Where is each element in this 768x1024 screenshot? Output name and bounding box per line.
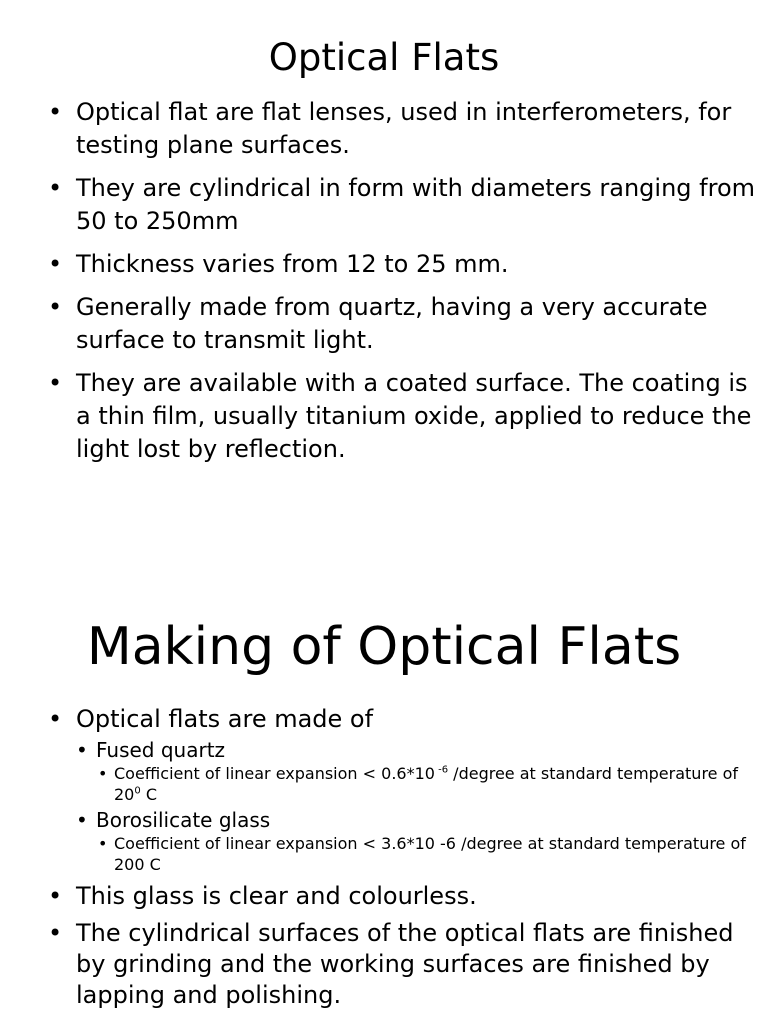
slide1-bullet-3: [48, 248, 758, 281]
coefficient-text-cont: /degree at standard temperature of 20: [114, 764, 739, 804]
bullet-text: Optical flats are made of: [76, 705, 374, 733]
material-fused-quartz: [76, 737, 758, 805]
exponent: -6: [434, 764, 449, 776]
borosilicate-details: [96, 833, 758, 875]
bullet-marker: •: [98, 834, 108, 853]
material-label: Borosilicate glass: [96, 808, 271, 832]
bullet-text: This glass is clear and colourless.: [76, 882, 477, 910]
bullet-marker: •: [48, 882, 63, 910]
material-borosilicate-glass: [76, 807, 758, 875]
slide2-bullet-made-of: [48, 704, 758, 875]
borosilicate-coefficient: [98, 833, 758, 875]
bullet-text: The cylindrical surfaces of the optical flats are finished by grinding and the working surfaces are finished by lapping and polishing.: [76, 919, 734, 1009]
bullet-marker: •: [48, 293, 63, 321]
slide1-bullet-1: [48, 96, 758, 162]
coefficient-text: Coefficient of linear expansion < 3.6*10 -6 /degree at standard temperature of 200 C: [114, 834, 746, 874]
slide1-title: Optical Flats: [268, 36, 500, 79]
bullet-marker: •: [48, 705, 63, 733]
slide1-bullet-2: [48, 172, 758, 238]
slide1-bullet-5: [48, 367, 758, 466]
slide2-title: Making of Optical Flats: [86, 617, 682, 677]
slide-making-of-optical-flats: [0, 596, 768, 1024]
bullet-marker: •: [48, 250, 63, 278]
bullet-marker: •: [76, 738, 88, 762]
bullet-text: Thickness varies from 12 to 25 mm.: [76, 250, 509, 278]
bullet-marker: •: [76, 808, 88, 832]
material-list: [76, 737, 758, 875]
bullet-text: They are cylindrical in form with diameters ranging from 50 to 250mm: [76, 174, 756, 235]
bullet-marker: •: [48, 174, 63, 202]
slide1-bullet-list: [0, 96, 768, 466]
degree-superscript: 0: [134, 785, 141, 797]
slide2-bullet-clear-glass: [48, 881, 758, 912]
temperature-unit: C: [140, 785, 157, 804]
bullet-marker: •: [48, 919, 63, 947]
bullet-marker: •: [98, 764, 108, 783]
fused-quartz-coefficient: [98, 763, 758, 805]
slide2-bullet-list: [0, 704, 768, 1011]
bullet-marker: •: [48, 369, 63, 397]
bullet-text: Optical flat are flat lenses, used in interferometers, for testing plane surfaces.: [76, 98, 732, 159]
fused-quartz-details: [96, 763, 758, 805]
coefficient-text: Coefficient of linear expansion < 0.6*10: [114, 764, 435, 783]
bullet-text: Generally made from quartz, having a very accurate surface to transmit light.: [76, 293, 708, 354]
slide2-bullet-finishing: [48, 918, 758, 1011]
material-label: Fused quartz: [96, 738, 226, 762]
bullet-marker: •: [48, 98, 63, 126]
bullet-text: They are available with a coated surface. The coating is a thin film, usually titanium oxide, applied to reduce the light lost by reflection.: [76, 369, 752, 463]
slide1-bullet-4: [48, 291, 758, 357]
